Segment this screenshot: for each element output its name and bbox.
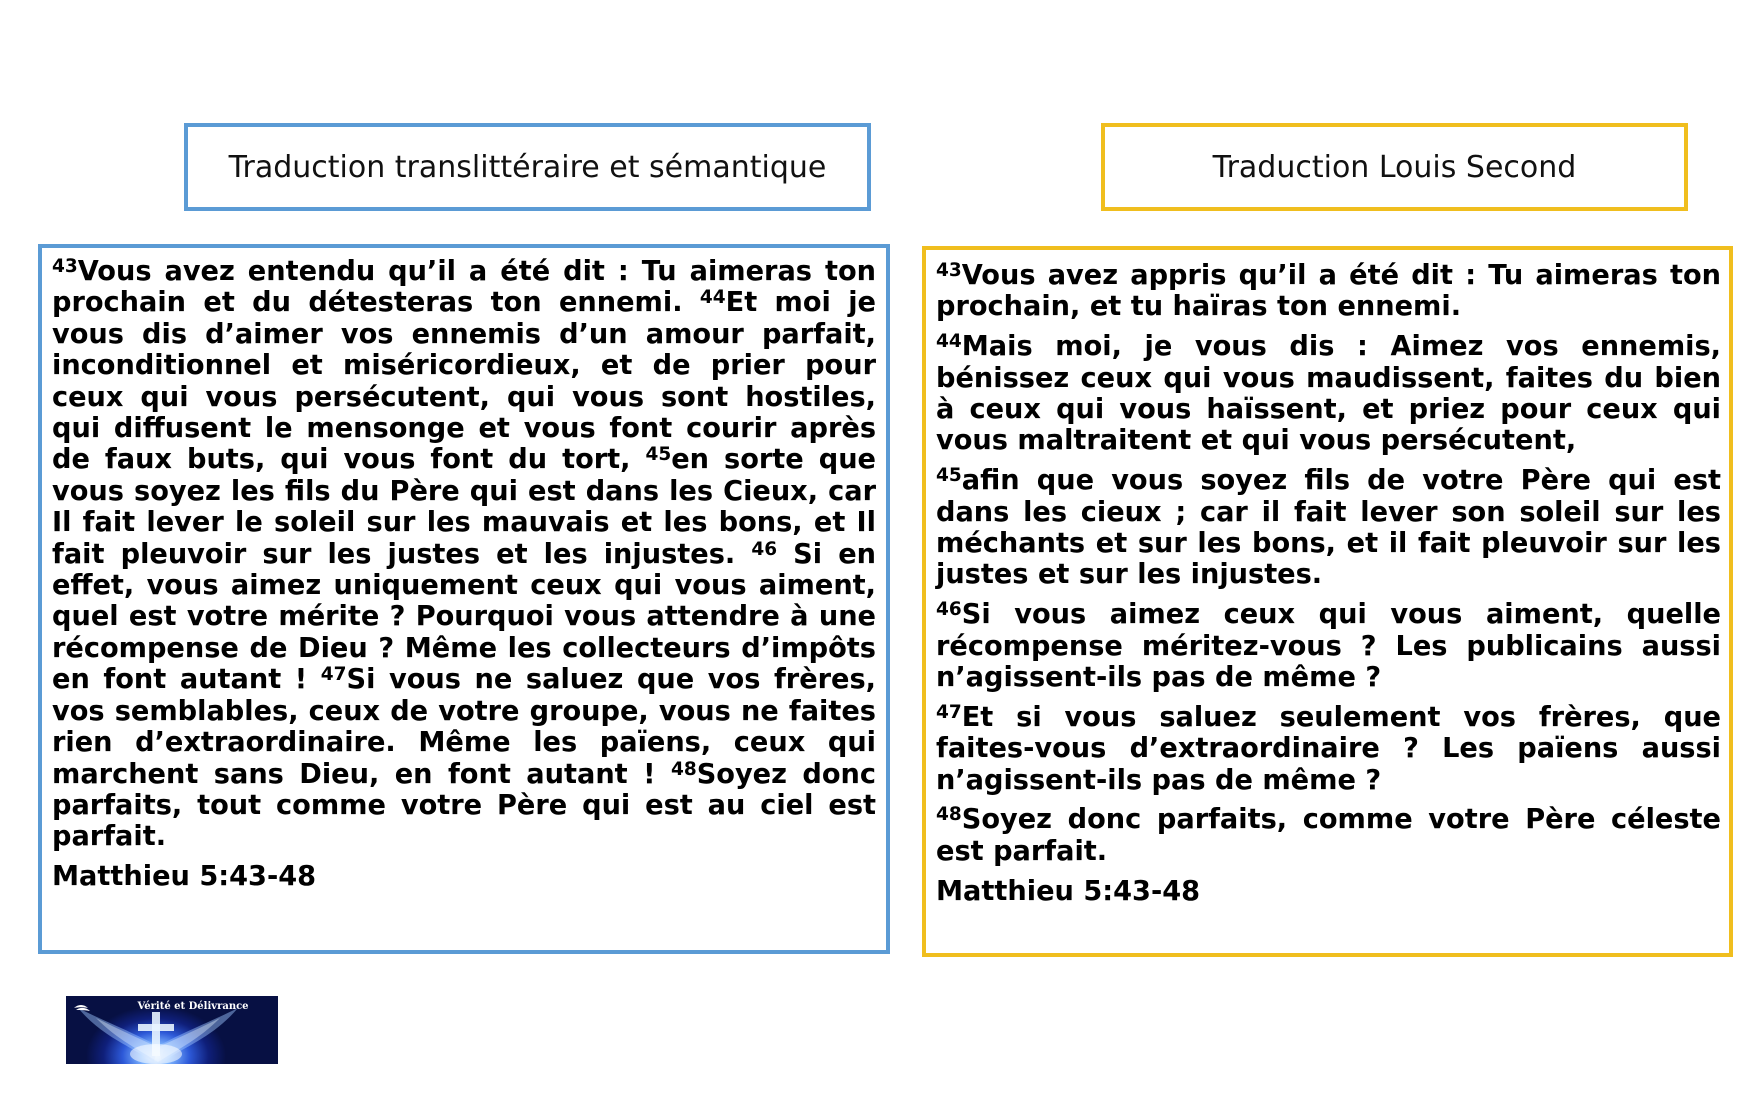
logo-title: Vérité et Délivrance — [137, 1001, 249, 1012]
verse-text: en sorte que vous soyez les fils du Père qui est dans les Cieux, car Il fait lever le soleil sur les mauvais et les bons, et Il fait pleuvoir sur les justes et les injustes. — [52, 444, 877, 570]
verse-text: afin que vous soyez fils de votre Père qui est dans les cieux ; car il fait lever son soleil sur les méchants et sur les bons, et il fait pleuvoir sur les justes et sur les injustes. — [936, 465, 1721, 591]
verse-number: 46 — [751, 538, 778, 560]
verse-text: Soyez donc parfaits, tout comme votre Père qui est au ciel est parfait. — [52, 758, 876, 853]
verse-number: 48 — [936, 804, 962, 826]
verse-paragraph — [936, 599, 1721, 693]
left-scripture-reference: Matthieu 5:43-48 — [52, 860, 317, 892]
right-translation-header — [1101, 123, 1688, 211]
verse-number: 43 — [52, 256, 78, 278]
right-header-label: Traduction Louis Second — [1212, 149, 1577, 185]
verse-paragraph — [936, 804, 1721, 867]
verse-text: Vous avez appris qu’il a été dit : Tu aimeras ton prochain, et tu haïras ton ennemi. — [936, 260, 1721, 323]
verse-number: 43 — [936, 260, 962, 282]
left-translation-header — [184, 123, 871, 211]
verse-number: 47 — [320, 664, 347, 686]
verse-text: Si vous ne saluez que vos frères, vos semblables, ceux de votre groupe, vous ne faites rien d’extraordinaire. Même les païens, ceux qui marchent sans Dieu, en font autant ! — [52, 664, 877, 790]
verse-number: 44 — [699, 287, 726, 309]
verse-number: 47 — [936, 702, 962, 724]
left-header-label: Traduction translittéraire et sémantique — [228, 149, 827, 185]
verite-et-delivrance-logo — [66, 996, 278, 1064]
right-translation-panel — [922, 246, 1733, 957]
verse-paragraph — [936, 331, 1721, 457]
verse-paragraph — [936, 260, 1721, 323]
dove-icon — [74, 1005, 90, 1011]
verse-number: 45 — [645, 444, 672, 466]
verse-paragraph — [936, 702, 1721, 796]
verse-text: Et si vous saluez seulement vos frères, que faites-vous d’extraordinaire ? Les païens aussi n’agissent-ils pas de même ? — [936, 701, 1721, 796]
verse-text: Vous avez entendu qu’il a été dit : Tu aimeras ton prochain et du détesteras ton ennemi. — [52, 256, 876, 319]
verse-number: 46 — [936, 599, 962, 621]
verse-text: Mais moi, je vous dis : Aimez vos ennemis, bénissez ceux qui vous maudissent, faites du bien à ceux qui vous haïssent, et priez pour ceux qui vous maltraitent et qui vous persécutent, — [936, 331, 1721, 457]
left-verse-paragraph — [52, 256, 876, 853]
verse-number: 48 — [670, 758, 697, 780]
verse-text: Si vous aimez ceux qui vous aiment, quelle récompense méritez-vous ? Les publicains aussi n’agissent-ils pas de même ? — [936, 599, 1721, 694]
verse-number: 45 — [936, 465, 962, 487]
verse-text: Et moi je vous dis d’aimer vos ennemis d’un amour parfait, inconditionnel et miséricordieux, et de prier pour ceux qui vous persécutent, qui vous sont hostiles, qui diffusent le mensonge et vous font courir après de faux buts, qui vous font du tort, — [52, 287, 876, 476]
verse-text: Soyez donc parfaits, comme votre Père céleste est parfait. — [936, 804, 1721, 867]
verse-text: Si en effet, vous aimez uniquement ceux qui vous aiment, quel est votre mérite ? Pourquoi vous attendre à une récompense de Dieu ? Même les collecteurs d’impôts en font autant ! — [52, 538, 876, 696]
right-scripture-reference: Matthieu 5:43-48 — [936, 875, 1201, 907]
cross-horizontal-bar — [138, 1024, 174, 1031]
verse-paragraph — [936, 465, 1721, 591]
verse-number: 44 — [936, 331, 962, 353]
left-translation-panel — [38, 244, 890, 954]
